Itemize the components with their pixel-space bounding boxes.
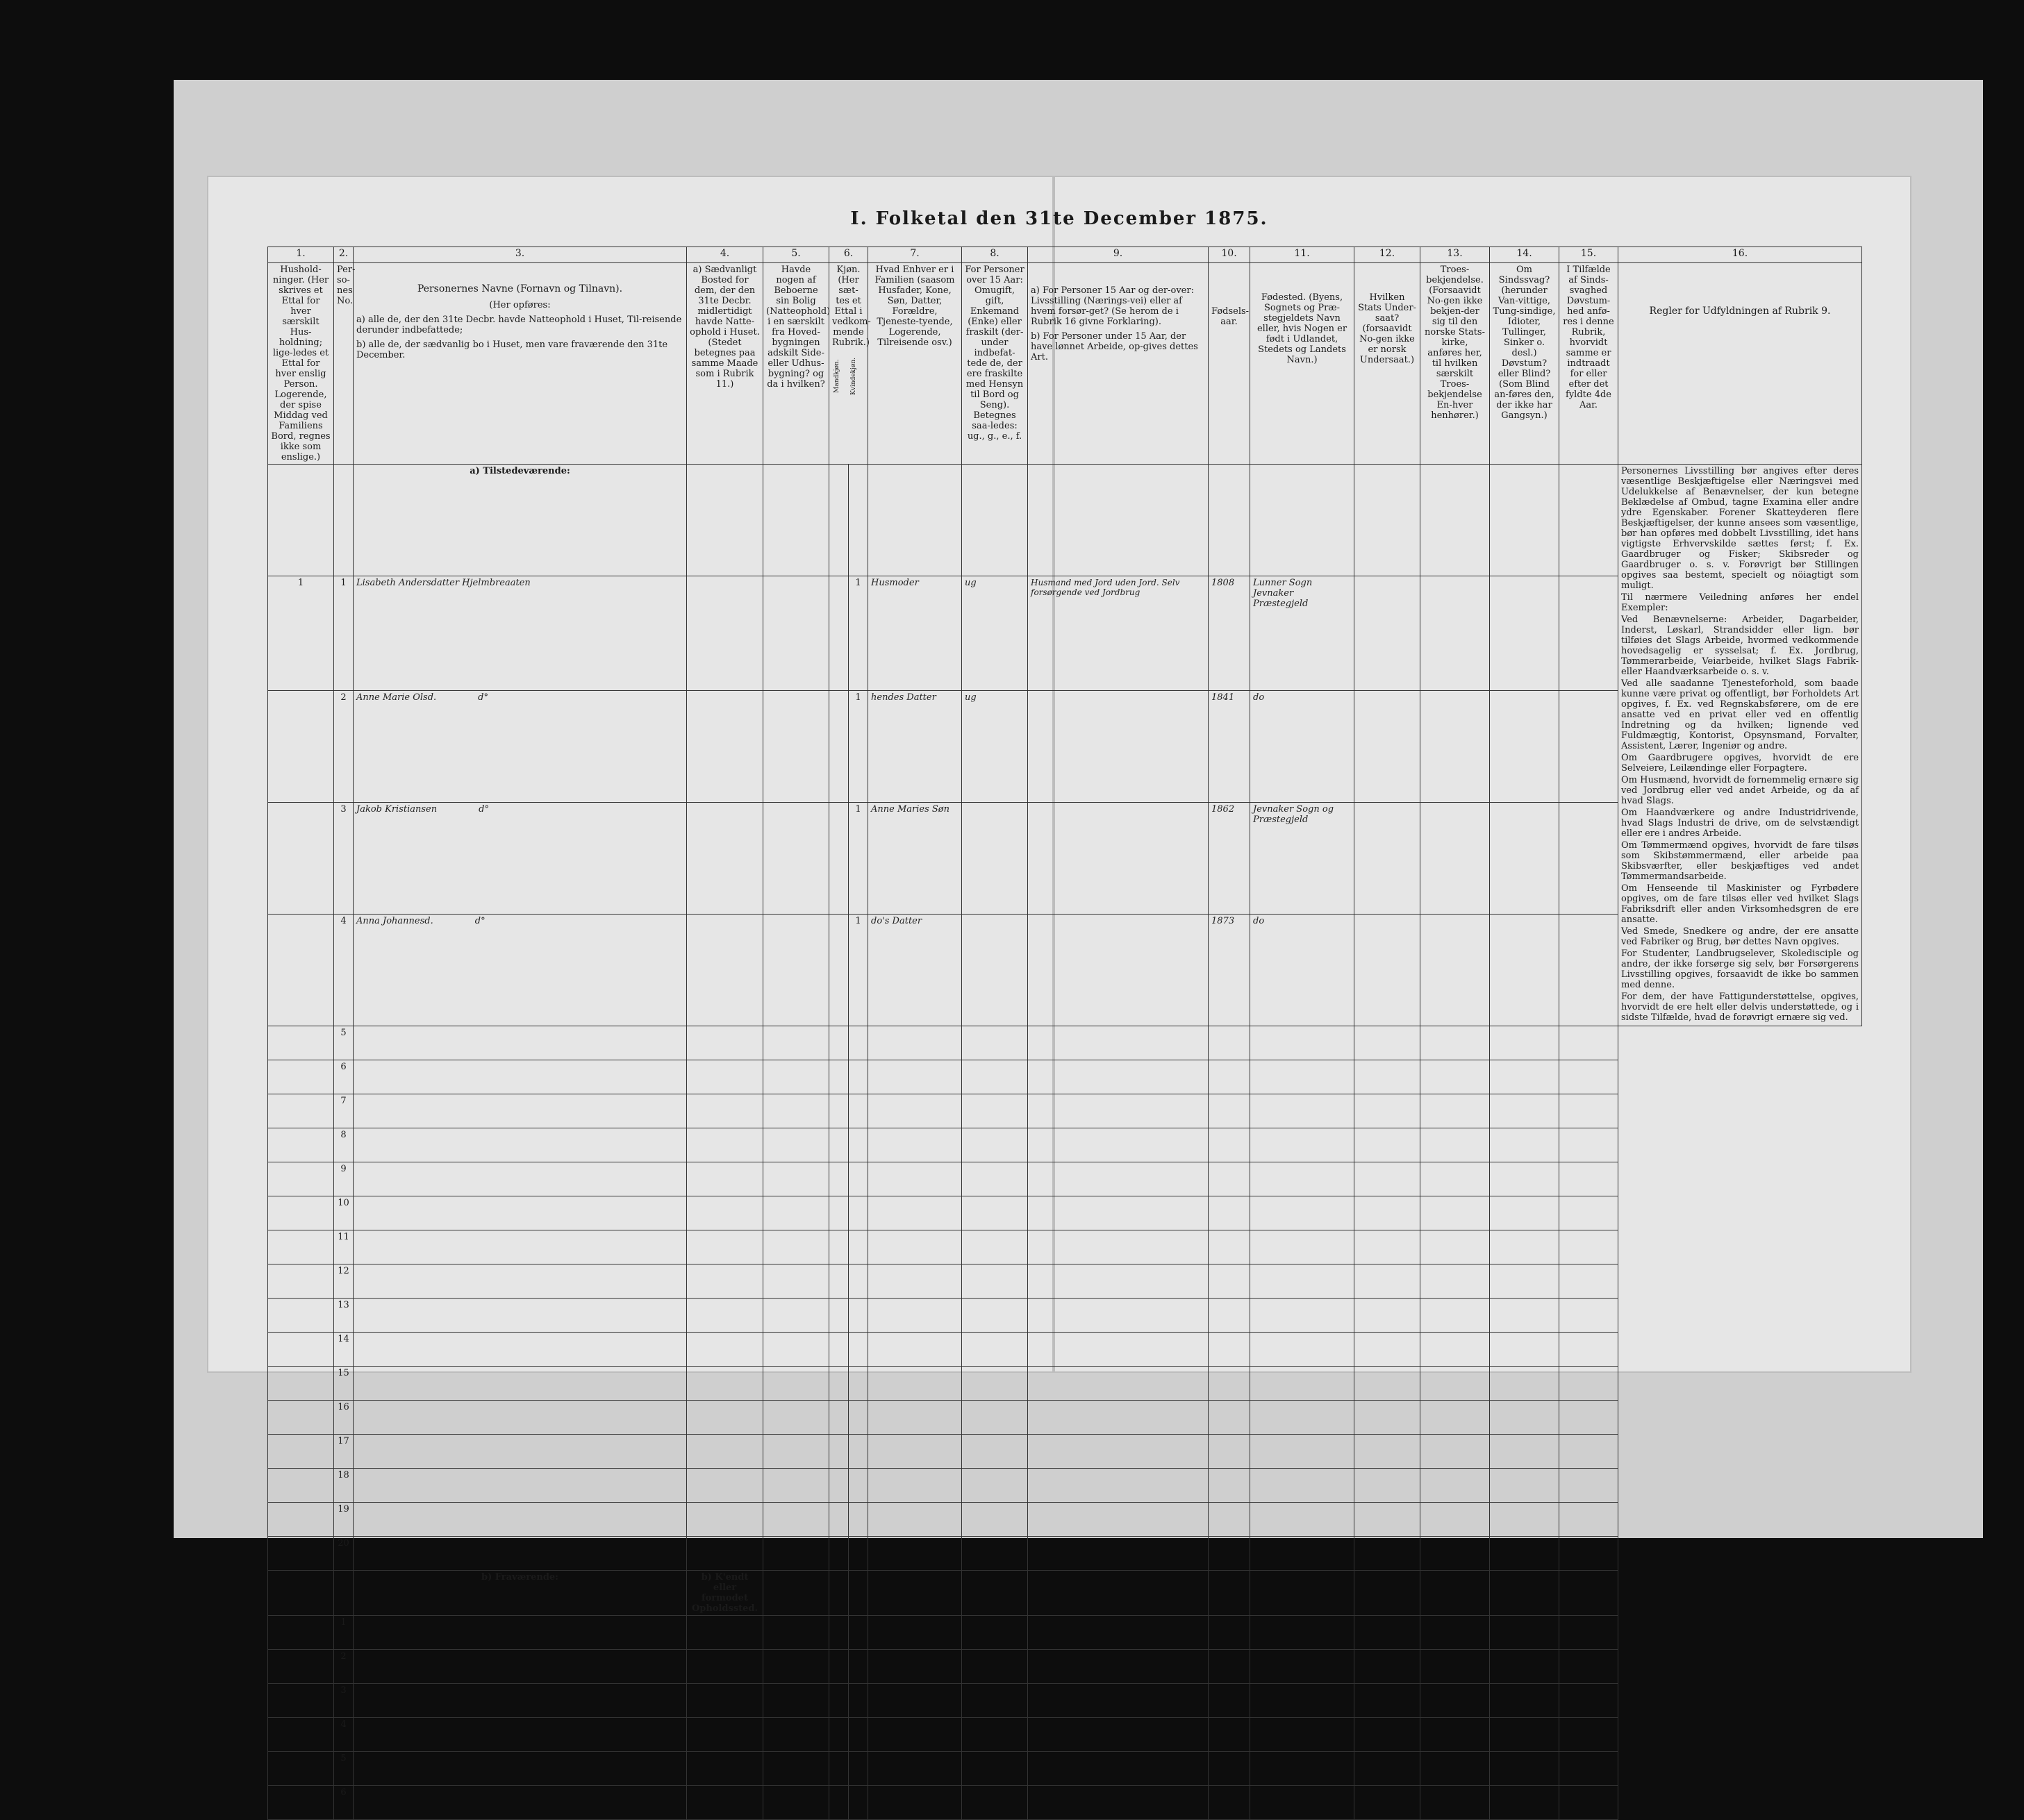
- household-mark: [268, 802, 334, 914]
- empty-row: [268, 1264, 1862, 1299]
- empty-row: [268, 1060, 1862, 1094]
- header-occupation-b: b) For Personer under 15 Aar, der have lønnet Arbeide, op-gives dettes Art.: [1031, 331, 1198, 362]
- header-names-a: a) alle de, der den 31te Decbr. havde Natteophold i Huset, Til-reisende derunder indbefattede;: [356, 315, 682, 335]
- row-number: 6: [334, 1060, 354, 1094]
- absent-row: [268, 1786, 1862, 1820]
- row-number: 3: [334, 802, 354, 914]
- absent-row: [268, 1718, 1862, 1752]
- row-number: 11: [334, 1230, 354, 1264]
- name-ditto: d°: [474, 915, 486, 926]
- row-number: 15: [334, 1367, 354, 1401]
- col-num: 10.: [1209, 247, 1250, 263]
- sex-female-mark: 1: [849, 802, 868, 914]
- rules-paragraph: Personernes Livsstilling bør angives efter deres væsentlige Beskjæftigelse eller Næringsvei med Udelukkelse af Benævnelser, der kun betegne Beklædelse af Ombud, tagne Examina eller andre ydre Egenskaber. Forener Skatteyderen flere Beskjæftigelser, der kunne ansees som væsentlige, bør han opføres med dobbelt Livsstilling, idet hans vigtigste Erhvervskilde sættes først; f. Ex. Gaardbruger og Fisker; Skibsreder og Gaardbruger o. s. v. Forøvrigt bør Stillingen opgives saa bestemt, specielt og nöiagtigt som muligt.: [1621, 466, 1859, 591]
- row-number: 4: [334, 1718, 354, 1752]
- empty-row: [268, 1469, 1862, 1503]
- person-name: [354, 914, 687, 1026]
- col-num: 6.: [829, 247, 868, 263]
- person-name-text: Jakob Kristiansen: [356, 803, 438, 815]
- person-name: [354, 802, 687, 914]
- header-citizenship: [1354, 263, 1420, 465]
- sex-female-mark: 1: [849, 690, 868, 802]
- absent-row: [268, 1616, 1862, 1650]
- row-number: 10: [334, 1196, 354, 1230]
- name-ditto: d°: [478, 692, 488, 703]
- header-birthplace-text: Fødested. (Byens, Sognets og Præ-stegjeldets Navn eller, hvis Nogen er født i Udlandet, Stedets og Landets Navn.): [1256, 292, 1347, 365]
- rules-paragraph: Om Husmænd, hvorvidt de fornemmelig ernære sig ved Jordbrug eller ved andet Arbeide, og da af hvad Slags.: [1621, 775, 1859, 806]
- empty-row: [268, 1299, 1862, 1333]
- row-number: 13: [334, 1299, 354, 1333]
- family-role: Husmoder: [868, 576, 962, 690]
- header-occupation-a: a) For Personer 15 Aar og der-over: Livsstilling (Nærings-vei) eller af hvem forsør-get? (Se herom de i Rubrik 16 givne Forklaring).: [1031, 285, 1194, 327]
- header-names: [354, 263, 687, 465]
- header-sex: [829, 263, 871, 465]
- col-num: 13.: [1420, 247, 1490, 263]
- rules-paragraph: Om Gaardbrugere opgives, hvorvidt de ere Selveiere, Leilændinge eller Forpagtere.: [1621, 753, 1859, 774]
- absent-row: [268, 1650, 1862, 1684]
- person-name: Lisabeth Andersdatter Hjelmbreaaten: [354, 576, 687, 690]
- rules-paragraph: Om Haandværkere og andre Industridrivende, hvad Slags Industri de drive, om de selvstændigt eller ere i andres Arbeide.: [1621, 808, 1859, 839]
- header-rules-text: Regler for Udfyldningen af Rubrik 9.: [1649, 306, 1831, 317]
- birth-year: 1873: [1209, 914, 1250, 1026]
- sex-female-mark: 1: [849, 914, 868, 1026]
- col-num: 2.: [334, 247, 354, 263]
- census-table: [267, 247, 1862, 1820]
- col-num: 12.: [1354, 247, 1420, 263]
- absent-row: [268, 1684, 1862, 1718]
- row-number: 2: [334, 690, 354, 802]
- section-absent-label: b) Fraværende:: [354, 1571, 687, 1616]
- empty-row: [268, 1401, 1862, 1435]
- header-religion: Troes-bekjendelse. (Forsaavidt No-gen ikke bekjen-der sig til den norske Stats-kirke, anføres her, til hvilken særskilt Troes-bekjendelse En-hver henhører.): [1420, 263, 1490, 465]
- rules-paragraph: Om Tømmermænd opgives, hvorvidt de fare tilsøs som Skibstømmermænd, eller arbeide paa Skibsværfter, eller beskjæftiges ved andet Tømmermandsarbeide.: [1621, 840, 1859, 882]
- name-ditto: d°: [479, 803, 489, 815]
- col-num: 15.: [1559, 247, 1618, 263]
- empty-row: [268, 1367, 1862, 1401]
- page-title: I. Folketal den 31te December 1875.: [850, 208, 1268, 229]
- rules-paragraph: Om Henseende til Maskinister og Fyrbødere opgives, om de fare tilsøs eller ved hvilket Slags Fabriksdrift eller anden Virksomhedsgren de ere ansatte.: [1621, 883, 1859, 925]
- birth-year: 1862: [1209, 802, 1250, 914]
- col-num: 14.: [1490, 247, 1559, 263]
- row-number: 4: [334, 914, 354, 1026]
- header-side-building: Havde nogen af Beboerne sin Bolig (Natteophold) i en særskilt fra Hoved-bygningen adskilt Side- eller Udhus-bygning? og da i hvilken?: [763, 263, 829, 465]
- absent-location-header: b) K'endt eller formodet Opholdssted.: [687, 1571, 763, 1616]
- rules-paragraph: Ved alle saadanne Tjenesteforhold, som baade kunne være privat og offentligt, bør Forholdets Art opgives, f. Ex. ved Regnskabsførere, om de ere ansatte ved en privat eller ved en offentlig Indretning og da hvilken; lignende ved Fuldmægtig, Kontorist, Opsynsmand, Forvalter, Assistent, Lærer, Ingeniør og andre.: [1621, 678, 1859, 751]
- section-absent-row: [268, 1571, 1862, 1616]
- header-birth-year: [1209, 263, 1250, 465]
- row-number: 5: [334, 1026, 354, 1060]
- header-birthplace: [1250, 263, 1354, 465]
- row-number: 7: [334, 1094, 354, 1128]
- row-number: 20: [334, 1537, 354, 1571]
- header-disability: Om Sindssvag? (herunder Van-vittige, Tung-sindige, Idioter, Tullinger, Sinker o. desl.) Døvstum? eller Blind? (Som Blind an-føres den, der ikke har Gangsyn.): [1490, 263, 1559, 465]
- row-number: 17: [334, 1435, 354, 1469]
- sex-female-mark: 1: [849, 576, 868, 690]
- birth-year: 1808: [1209, 576, 1250, 690]
- header-names-title: Personernes Navne (Fornavn og Tilnavn).: [417, 283, 623, 294]
- rules-paragraph: For Studenter, Landbrugselever, Skoledisciple og andre, der ikke forsørge sig selv, bør Forsørgerens Livsstilling opgives, forsaavidt de ikke bo sammen med denne.: [1621, 949, 1859, 990]
- civil-status: [962, 802, 1028, 914]
- col-num: 4.: [687, 247, 763, 263]
- empty-row: [268, 1537, 1862, 1571]
- rules-paragraph: For dem, der have Fattigunderstøttelse, opgives, hvorvidt de ere helt eller delvis understøttede, og i sidste Tilfælde, hvad de forøvrigt ernære sig ved.: [1621, 992, 1859, 1023]
- row-number: 18: [334, 1469, 354, 1503]
- column-number-row: [268, 247, 1862, 263]
- header-civil-status: For Personer over 15 Aar: Omugift, gift, Enkemand (Enke) eller fraskilt (der-under indbefat-tede de, der ere fraskilte med Hensyn til Bord og Seng). Betegnes saa-ledes: ug., g., e., f.: [962, 263, 1028, 465]
- row-number: 19: [334, 1503, 354, 1537]
- family-role: hendes Datter: [868, 690, 962, 802]
- col-num: 7.: [868, 247, 962, 263]
- section-present-label: a) Tilstedeværende:: [354, 465, 687, 576]
- row-number: 12: [334, 1264, 354, 1299]
- occupation: [1028, 690, 1209, 802]
- row-number: 14: [334, 1333, 354, 1367]
- row-number: 6: [334, 1786, 354, 1820]
- header-names-b: b) alle de, der sædvanlig bo i Huset, men vare fraværende den 31te December.: [356, 340, 668, 360]
- rules-paragraph: Til nærmere Veiledning anføres her endel Exempler:: [1621, 592, 1859, 613]
- person-name-text: Anne Marie Olsd.: [356, 692, 437, 703]
- header-person-no: Per-so-nes No.: [334, 263, 354, 465]
- header-sex-text: Kjøn. (Her sæt-tes et Ettal i vedkom-mende Rubrik.): [832, 265, 871, 348]
- header-sex-male: Mandkjøn.: [833, 359, 840, 394]
- rules-paragraph: Ved Benævnelserne: Arbeider, Dagarbeider, Inderst, Løskarl, Strandsidder eller lign. bør tilføies det Slags Arbeide, hvormed vedkommende hovedsagelig er sysselsat; f. Ex. Jordbrug, Tømmerarbeide, Veiarbeide, hvilket Slags Fabrik- eller Haandværksarbeide o. s. v.: [1621, 615, 1859, 677]
- col-num: 1.: [268, 247, 334, 263]
- household-mark: 1: [268, 576, 334, 690]
- civil-status: [962, 914, 1028, 1026]
- empty-row: [268, 1196, 1862, 1230]
- birthplace: Lunner Sogn Jevnaker Præstegjeld: [1250, 576, 1354, 690]
- col-num: 9.: [1028, 247, 1209, 263]
- row-number: 2: [334, 1650, 354, 1684]
- header-rules: [1618, 263, 1862, 465]
- household-mark: [268, 690, 334, 802]
- header-occupation: [1028, 263, 1209, 465]
- header-sex-female: Kvindekjøn.: [849, 358, 857, 395]
- civil-status: ug: [962, 690, 1028, 802]
- header-usual-residence: a) Sædvanligt Bosted for dem, der den 31te Decbr. midlertidigt havde Natte-ophold i Huset. (Stedet betegnes paa samme Maade som i Rubrik 11.): [687, 263, 763, 465]
- civil-status: ug: [962, 576, 1028, 690]
- person-name-text: Anna Johannesd.: [356, 915, 433, 926]
- header-disability-onset: I Tilfælde af Sinds-svaghed Døvstum-hed anfø-res i denne Rubrik, hvorvidt samme er indtraadt for eller efter det fyldte 4de Aar.: [1559, 263, 1618, 465]
- header-names-sub: (Her opføres:: [489, 300, 551, 310]
- section-present-row: [268, 465, 1862, 576]
- occupation: [1028, 802, 1209, 914]
- col-num: 5.: [763, 247, 829, 263]
- birthplace: do: [1250, 690, 1354, 802]
- header-birth-year-text: Fødsels-aar.: [1211, 306, 1250, 327]
- col-num: 11.: [1250, 247, 1354, 263]
- family-role: Anne Maries Søn: [868, 802, 962, 914]
- row-number: 9: [334, 1162, 354, 1196]
- row-number: 1: [334, 576, 354, 690]
- empty-row: [268, 1094, 1862, 1128]
- header-citizenship-text: Hvilken Stats Under-saat? (forsaavidt No-gen ikke er norsk Undersaat.): [1358, 292, 1416, 365]
- occupation: [1028, 914, 1209, 1026]
- person-name: [354, 690, 687, 802]
- row-number: 16: [334, 1401, 354, 1435]
- occupation: Husmand med Jord uden Jord. Selv forsørgende ved Jordbrug: [1028, 576, 1209, 690]
- empty-row: [268, 1162, 1862, 1196]
- header-households: Hushold-ninger. (Her skrives et Ettal for hver særskilt Hus-holdning; lige-ledes et Ettal for hver enslig Person. Logerende, der spise Middag ved Familiens Bord, regnes ikke som enslige.): [268, 263, 334, 465]
- birthplace: do: [1250, 914, 1354, 1026]
- col-num: 16.: [1618, 247, 1862, 263]
- family-role: do's Datter: [868, 914, 962, 1026]
- rules-paragraph: Ved Smede, Snedkere og andre, der ere ansatte ved Fabriker og Brug, bør dettes Navn opgives.: [1621, 926, 1859, 947]
- row-number: 3: [334, 1684, 354, 1718]
- birth-year: 1841: [1209, 690, 1250, 802]
- empty-row: [268, 1128, 1862, 1162]
- header-family-role: Hvad Enhver er i Familien (saasom Husfader, Kone, Søn, Datter, Forældre, Tjeneste-tyende, Logerende, Tilreisende osv.): [868, 263, 962, 465]
- empty-row: [268, 1230, 1862, 1264]
- row-number: 8: [334, 1128, 354, 1162]
- household-mark: [268, 914, 334, 1026]
- empty-row: [268, 1435, 1862, 1469]
- col-num: 3.: [354, 247, 687, 263]
- rules-text-column: [1618, 465, 1862, 1026]
- col-num: 8.: [962, 247, 1028, 263]
- census-sheet: [208, 177, 1910, 1798]
- empty-row: [268, 1026, 1862, 1060]
- row-number: 5: [334, 1752, 354, 1786]
- empty-row: [268, 1333, 1862, 1367]
- row-number: 1: [334, 1616, 354, 1650]
- birthplace: Jevnaker Sogn og Præstegjeld: [1250, 802, 1354, 914]
- absent-row: [268, 1752, 1862, 1786]
- empty-row: [268, 1503, 1862, 1537]
- header-row: [268, 263, 1862, 465]
